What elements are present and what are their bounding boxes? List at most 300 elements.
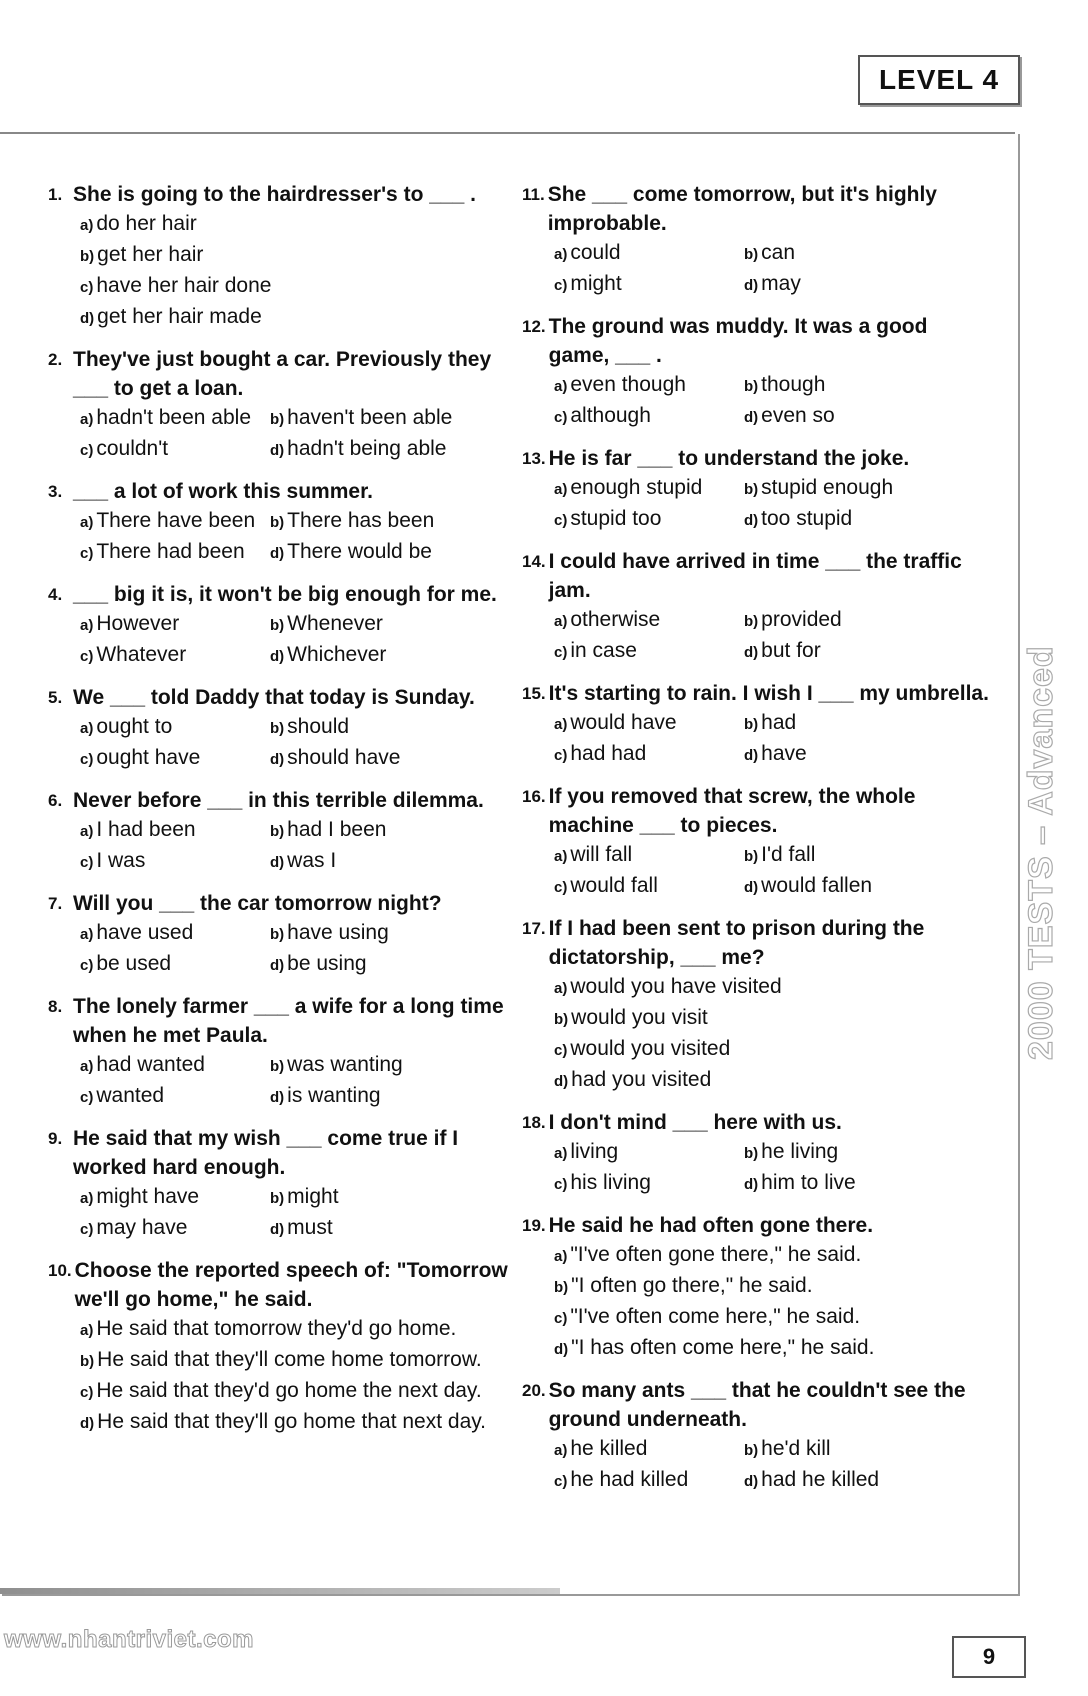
question-item [522,914,992,1096]
option-letter: c) [80,854,94,871]
option-letter: d) [554,1341,569,1358]
option-text: couldn't [96,437,169,460]
answer-option [744,370,934,401]
option-text: would you visit [571,1006,708,1029]
question-text: It's starting to rain. I wish I ___ my umbrella. [548,682,989,705]
option-letter: d) [270,957,285,974]
question-text: The ground was muddy. It was a good game, ___ . [548,315,928,367]
option-text: even though [570,373,686,396]
question-text: Never before ___ in this terrible dilemma. [73,789,484,812]
answer-option [80,949,270,980]
option-text: had wanted [96,1053,205,1076]
option-letter: d) [270,545,285,562]
answer-option [80,815,270,846]
option-text: might [570,272,622,295]
answer-option [80,609,270,640]
question-number: 4. [48,585,63,604]
option-letter: d) [270,854,285,871]
question-item [522,444,992,535]
question-item [522,1376,992,1496]
option-letter: a) [80,1190,94,1207]
question-item [522,1211,992,1364]
option-text: have using [287,921,389,944]
answer-option [80,1081,270,1112]
answer-options [522,972,992,1096]
option-text: would you visited [570,1037,731,1060]
answer-option [80,743,270,774]
option-letter: a) [554,378,568,395]
option-letter: b) [270,514,285,531]
option-text: he living [761,1140,839,1163]
option-letter: c) [554,409,568,426]
option-text: wanted [96,1084,165,1107]
answer-option [554,1003,992,1034]
question-stem [522,547,992,605]
option-text: have her hair done [96,274,272,297]
option-text: in case [570,639,637,662]
answer-option [270,434,460,465]
option-text: was I [287,849,337,872]
question-number: 1. [48,185,63,204]
answer-option [744,708,934,739]
question-item [48,345,518,465]
option-letter: c) [554,1473,568,1490]
option-letter: c) [80,1089,94,1106]
option-text: He said that they'll go home that next day. [97,1410,487,1433]
option-letter: b) [270,1190,285,1207]
option-letter: a) [80,217,94,234]
option-letter: c) [554,277,568,294]
answer-options [48,1182,518,1244]
answer-option [744,871,934,902]
question-number: 9. [48,1129,63,1148]
answer-option [554,1465,744,1496]
option-letter: b) [80,1353,95,1370]
question-number: 6. [48,791,63,810]
question-stem [48,345,518,403]
answer-option [554,269,744,300]
answer-option [554,370,744,401]
answer-option [554,1271,992,1302]
option-letter: b) [554,1279,569,1296]
option-text: would fall [570,874,658,897]
question-number: 13. [522,449,546,468]
option-letter: d) [270,751,285,768]
option-text: too stupid [761,507,853,530]
option-letter: b) [744,1145,759,1162]
option-text: "I has often come here," he said. [571,1336,875,1359]
option-letter: d) [744,1176,759,1193]
option-text: However [96,612,180,635]
answer-option [554,871,744,902]
question-number: 18. [522,1113,546,1132]
option-text: "I often go there," he said. [571,1274,813,1297]
option-text: Whatever [96,643,187,666]
answer-option [554,401,744,432]
answer-option [270,815,460,846]
option-letter: c) [80,1221,94,1238]
question-stem [522,914,992,972]
question-item [48,1256,518,1438]
question-number: 8. [48,997,63,1016]
option-text: would fallen [761,874,873,897]
option-text: but for [761,639,821,662]
option-text: have used [96,921,194,944]
answer-option [744,1137,934,1168]
question-number: 17. [522,919,546,938]
answer-option [270,537,460,568]
option-letter: a) [554,1442,568,1459]
option-letter: c) [80,442,94,459]
option-letter: a) [80,617,94,634]
answer-option [744,269,934,300]
option-letter: b) [270,823,285,840]
question-item [48,992,518,1112]
option-text: should have [287,746,401,769]
answer-option [554,708,744,739]
option-letter: c) [80,1384,94,1401]
answer-options [48,609,518,671]
question-stem [48,889,518,918]
answer-options [522,1137,992,1199]
option-text: will fall [570,843,633,866]
option-text: Whichever [287,643,387,666]
option-letter: d) [744,644,759,661]
answer-option [80,918,270,949]
answer-option [744,473,934,504]
answer-option [80,640,270,671]
answer-option [554,636,744,667]
option-letter: c) [80,545,94,562]
option-text: get her hair made [97,305,262,328]
option-letter: d) [554,1073,569,1090]
answer-options [48,918,518,980]
question-number: 2. [48,350,63,369]
question-item [48,786,518,877]
question-stem [522,1108,992,1137]
answer-options [522,238,992,300]
option-letter: d) [744,277,759,294]
question-text: If I had been sent to prison during the dictatorship, ___ me? [548,917,925,969]
question-number: 12. [522,317,546,336]
answer-option [80,1407,518,1438]
option-text: enough stupid [570,476,703,499]
option-letter: d) [80,1415,95,1432]
option-text: He said that they'd go home the next day. [96,1379,482,1402]
option-letter: a) [554,980,568,997]
option-text: living [570,1140,619,1163]
option-letter: c) [554,644,568,661]
answer-options [522,473,992,535]
answer-option [270,403,460,434]
option-text: had I been [287,818,387,841]
option-letter: b) [744,246,759,263]
option-text: can [761,241,796,264]
option-text: he had killed [570,1468,689,1491]
option-letter: a) [554,613,568,630]
answer-option [80,209,518,240]
option-text: "I've often come here," he said. [570,1305,861,1328]
option-letter: a) [80,1058,94,1075]
question-number: 7. [48,894,63,913]
option-letter: d) [744,879,759,896]
option-letter: c) [554,1042,568,1059]
question-stem [522,444,992,473]
option-text: be using [287,952,367,975]
answer-options [48,712,518,774]
option-text: be used [96,952,172,975]
option-letter: d) [744,409,759,426]
answer-options [48,403,518,465]
answer-option [80,1376,518,1407]
option-text: might have [96,1185,200,1208]
option-letter: d) [270,1089,285,1106]
option-letter: a) [80,823,94,840]
answer-options [48,815,518,877]
question-number: 14. [522,552,546,571]
right-question-column [522,180,992,1508]
option-text: "I've often gone there," he said. [570,1243,862,1266]
answer-options [522,1240,992,1364]
option-letter: c) [554,512,568,529]
option-letter: b) [270,411,285,428]
question-text: She ___ come tomorrow, but it's highly improbable. [547,183,937,235]
question-item [522,547,992,667]
option-text: have [761,742,807,765]
option-letter: a) [80,720,94,737]
answer-option [80,434,270,465]
question-text: So many ants ___ that he couldn't see the ground underneath. [548,1379,966,1431]
question-number: 3. [48,482,63,501]
option-letter: a) [554,481,568,498]
question-stem [522,679,992,708]
answer-option [554,1434,744,1465]
question-text: She is going to the hairdresser's to ___ . [73,183,476,206]
question-text: ___ a lot of work this summer. [73,480,373,503]
option-text: otherwise [570,608,661,631]
answer-option [270,1182,460,1213]
option-text: should [287,715,350,738]
answer-option [80,1050,270,1081]
answer-option [554,1065,992,1096]
option-letter: b) [270,720,285,737]
question-text: The lonely farmer ___ a wife for a long time when he met Paula. [73,995,504,1047]
option-text: must [287,1216,333,1239]
answer-option [554,1240,992,1271]
answer-options [522,708,992,770]
option-text: I had been [96,818,196,841]
option-letter: b) [270,926,285,943]
option-letter: d) [270,442,285,459]
option-letter: d) [80,310,95,327]
answer-option [554,1302,992,1333]
answer-options [522,370,992,432]
option-text: could [570,241,621,264]
answer-option [270,949,460,980]
option-text: There has been [287,509,435,532]
option-letter: d) [744,1473,759,1490]
option-text: He said that tomorrow they'd go home. [96,1317,457,1340]
option-text: although [570,404,651,427]
option-text: may have [96,1216,188,1239]
option-letter: c) [80,648,94,665]
option-text: provided [761,608,842,631]
answer-option [270,506,460,537]
answer-option [80,302,518,333]
question-item [522,312,992,432]
question-text: They've just bought a car. Previously they ___ to get a loan. [73,348,492,400]
answer-option [744,605,934,636]
question-number: 5. [48,688,63,707]
option-letter: a) [554,1248,568,1265]
option-letter: a) [554,246,568,263]
question-item [522,180,992,300]
answer-option [554,1333,992,1364]
option-text: had he killed [761,1468,880,1491]
answer-option [554,1034,992,1065]
option-letter: c) [80,957,94,974]
question-number: 11. [522,185,545,204]
question-stem [48,683,518,712]
option-text: he killed [570,1437,648,1460]
option-letter: d) [744,512,759,529]
option-text: had had [570,742,647,765]
option-text: stupid enough [761,476,894,499]
answer-option [270,1081,460,1112]
option-text: had you visited [571,1068,712,1091]
option-text: he'd kill [761,1437,831,1460]
answer-option [270,846,460,877]
answer-option [554,739,744,770]
question-text: Choose the reported speech of: "Tomorrow we'll go home," he said. [74,1259,508,1311]
option-letter: a) [554,848,568,865]
question-text: I don't mind ___ here with us. [548,1111,842,1134]
option-text: I'd fall [761,843,816,866]
answer-option [554,840,744,871]
question-stem [48,477,518,506]
option-text: stupid too [570,507,662,530]
option-text: Whenever [287,612,383,635]
question-number: 15. [522,684,546,703]
answer-option [744,504,934,535]
question-text: I could have arrived in time ___ the traffic jam. [548,550,962,602]
question-stem [522,1376,992,1434]
answer-option [744,1465,934,1496]
question-text: He said he had often gone there. [548,1214,874,1237]
option-letter: b) [270,617,285,634]
option-letter: c) [554,747,568,764]
answer-option [270,609,460,640]
option-letter: b) [744,848,759,865]
question-stem [522,782,992,840]
answer-option [554,1137,744,1168]
answer-options [48,1050,518,1112]
page-number: 9 [952,1636,1026,1678]
question-item [48,683,518,774]
website-watermark: www.nhantriviet.com [4,1626,254,1653]
question-stem [48,1124,518,1182]
answer-option [270,640,460,671]
bottom-divider [0,1588,560,1594]
answer-option [744,401,934,432]
option-text: There have been [96,509,256,532]
option-text: There would be [287,540,432,563]
question-text: We ___ told Daddy that today is Sunday. [73,686,475,709]
option-letter: d) [270,1221,285,1238]
left-question-column [48,180,518,1450]
option-letter: b) [744,613,759,630]
answer-option [270,712,460,743]
answer-option [554,504,744,535]
answer-option [80,1213,270,1244]
option-text: may [761,272,801,295]
answer-option [744,238,934,269]
option-letter: b) [744,1442,759,1459]
answer-options [48,506,518,568]
question-stem [48,1256,518,1314]
answer-option [554,238,744,269]
answer-option [80,403,270,434]
answer-option [744,1168,934,1199]
answer-options [522,605,992,667]
answer-options [48,209,518,333]
question-number: 10. [48,1261,72,1280]
option-letter: b) [744,481,759,498]
answer-options [522,1434,992,1496]
option-letter: d) [744,747,759,764]
answer-option [744,840,934,871]
answer-option [80,1345,518,1376]
answer-option [554,605,744,636]
option-text: had [761,711,797,734]
answer-option [744,1434,934,1465]
option-text: I was [96,849,146,872]
question-number: 16. [522,787,546,806]
question-text: Will you ___ the car tomorrow night? [73,892,442,915]
option-text: hadn't been able [96,406,251,429]
option-text: was wanting [287,1053,403,1076]
question-stem [48,580,518,609]
answer-option [80,1314,518,1345]
option-letter: c) [554,1176,568,1193]
question-item [48,180,518,333]
option-letter: a) [554,1145,568,1162]
question-stem [48,786,518,815]
answer-option [554,1168,744,1199]
answer-options [522,840,992,902]
option-text: do her hair [96,212,197,235]
question-stem [522,1211,992,1240]
question-text: He is far ___ to understand the joke. [548,447,910,470]
question-item [48,580,518,671]
option-text: him to live [761,1171,856,1194]
option-letter: a) [80,1322,94,1339]
option-text: ought have [96,746,201,769]
option-letter: a) [80,411,94,428]
question-text: ___ big it is, it won't be big enough for me. [73,583,497,606]
question-stem [48,992,518,1050]
option-text: get her hair [97,243,204,266]
question-text: He said that my wish ___ come true if I worked hard enough. [73,1127,459,1179]
option-text: ought to [96,715,173,738]
question-item [48,477,518,568]
option-text: even so [761,404,835,427]
option-letter: c) [554,1310,568,1327]
option-letter: c) [80,751,94,768]
answer-option [270,1213,460,1244]
level-badge: LEVEL 4 [858,55,1020,105]
answer-option [80,240,518,271]
